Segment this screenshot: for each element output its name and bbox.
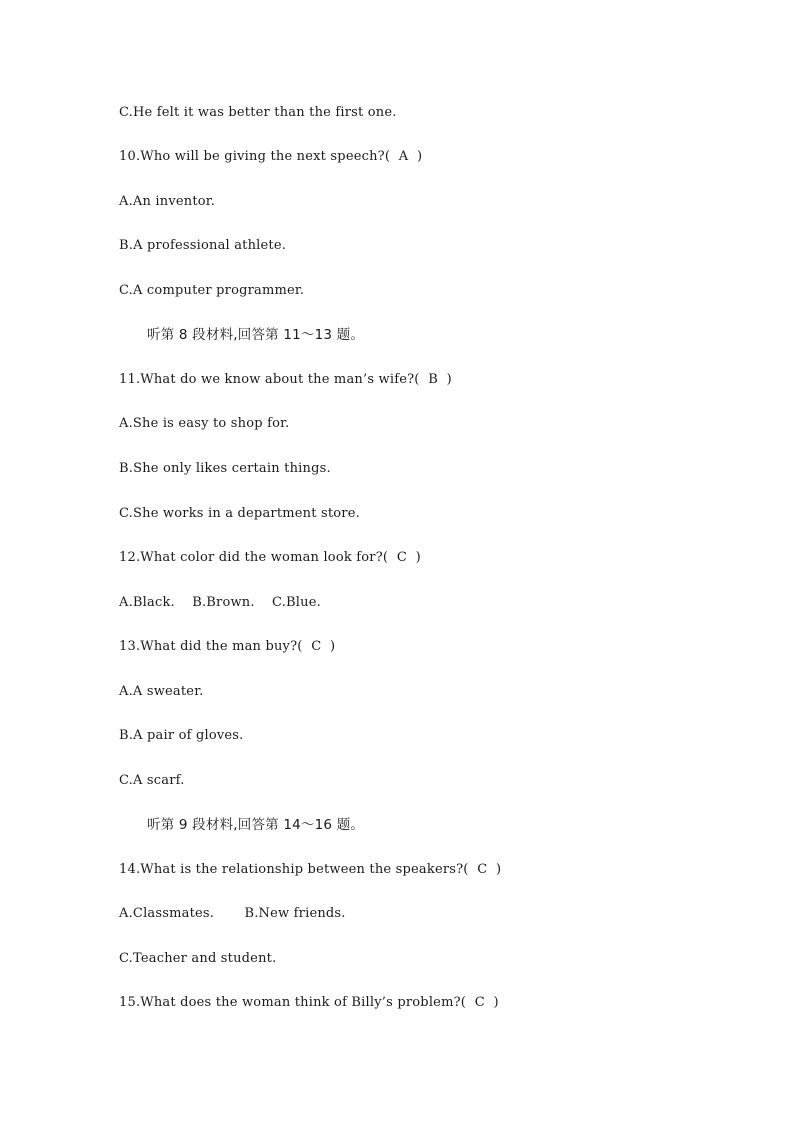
- question-15: 15.What does the woman think of Billy’s problem?( C ): [119, 995, 499, 1010]
- q13-option-b: B.A pair of gloves.: [119, 728, 244, 743]
- question-11: 11.What do we know about the man’s wife?( B ): [119, 372, 452, 387]
- q10-option-b: B.A professional athlete.: [119, 238, 287, 253]
- question-10: 10.Who will be giving the next speech?( A ): [119, 149, 423, 164]
- q14-options-ab: A.Classmates. B.New friends.: [119, 906, 346, 921]
- q13-option-c: C.A scarf.: [119, 773, 185, 788]
- question-12: 12.What color did the woman look for?( C ): [119, 550, 421, 565]
- q10-option-c: C.A computer programmer.: [119, 283, 305, 298]
- question-14: 14.What is the relationship between the speakers?( C ): [119, 862, 502, 877]
- q9-option-c: C.He felt it was better than the first one.: [119, 105, 397, 120]
- q14-option-c: C.Teacher and student.: [119, 951, 277, 966]
- q11-option-a: A.She is easy to shop for.: [119, 416, 290, 431]
- question-13: 13.What did the man buy?( C ): [119, 639, 336, 654]
- q13-option-a: A.A sweater.: [119, 684, 204, 699]
- q11-option-c: C.She works in a department store.: [119, 506, 360, 521]
- section-8-instruction: 听第 8 段材料,回答第 11～13 题。: [147, 327, 365, 343]
- section-9-instruction: 听第 9 段材料,回答第 14～16 题。: [147, 817, 365, 833]
- q10-option-a: A.An inventor.: [119, 194, 216, 209]
- q11-option-b: B.She only likes certain things.: [119, 461, 331, 476]
- q12-options: A.Black. B.Brown. C.Blue.: [119, 595, 321, 610]
